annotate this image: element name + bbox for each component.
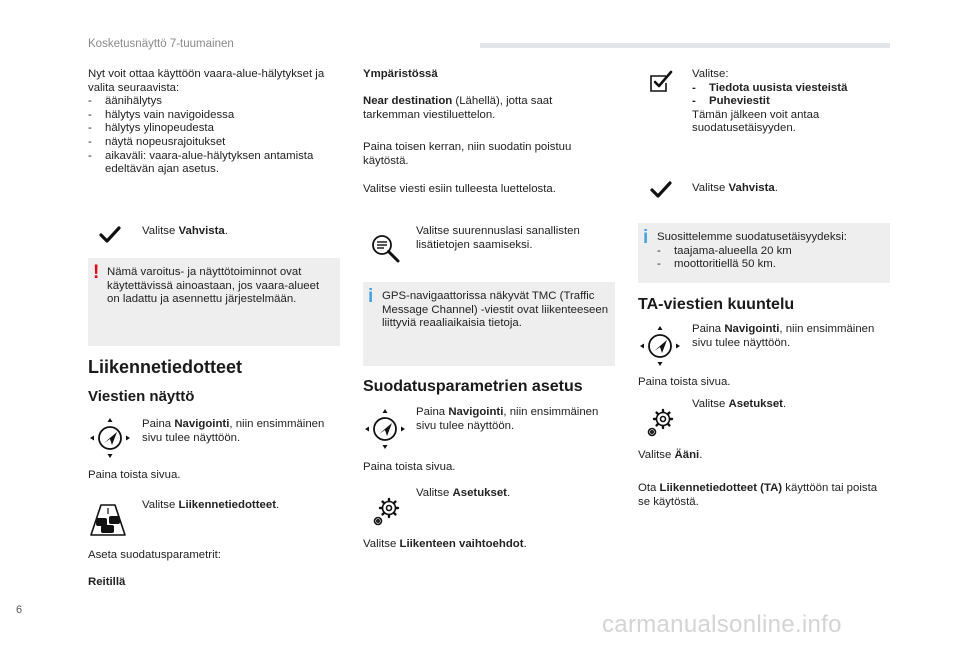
info-box-tmc bbox=[363, 282, 615, 366]
distance-list bbox=[657, 245, 884, 272]
after-choice-text: Tämän jälkeen voit antaa suodatusetäisyyden. bbox=[692, 108, 820, 135]
select-message-text: Valitse viesti esiin tulleesta luettelosta. bbox=[363, 183, 556, 195]
list-item: - Puheviestit bbox=[692, 95, 887, 109]
settings-gear-icon bbox=[372, 497, 402, 527]
confirm-step: Valitse Vahvista. bbox=[692, 182, 778, 194]
warning-box bbox=[88, 258, 340, 346]
choose-label: Valitse: bbox=[692, 68, 729, 80]
ta-label: Liikennetiedotteet (TA) bbox=[659, 482, 783, 494]
intro-block bbox=[88, 68, 344, 177]
info-box-distance bbox=[638, 223, 890, 283]
near-destination-text: Near destination (Lähellä), jotta saat tarkemman viestiluettelon. bbox=[363, 95, 553, 121]
settings-label: Asetukset bbox=[728, 398, 783, 410]
navigation-arrow-icon bbox=[363, 407, 407, 451]
set-filters-text: Aseta suodatusparametrit: bbox=[88, 549, 221, 561]
list-item: - taajama-alueella 20 km bbox=[657, 245, 884, 259]
settings-label: Asetukset bbox=[452, 487, 507, 499]
list-item: - aikaväli: vaara-alue-hälytyksen antamista edeltävän ajan asetus. bbox=[88, 150, 344, 177]
settings-step: Valitse Asetukset. bbox=[692, 398, 787, 410]
magnifier-step: Valitse suurennuslasi sanallisten lisätietojen saamiseksi. bbox=[416, 225, 580, 251]
settings-gear-icon bbox=[646, 408, 676, 438]
sound-label: Ääni bbox=[674, 449, 700, 461]
settings-step: Valitse Asetukset. bbox=[416, 487, 511, 499]
confirm-label: Vahvista bbox=[178, 225, 225, 237]
on-route-label: Reitillä bbox=[88, 576, 126, 588]
traffic-options-step: Valitse Liikenteen vaihtoehdot. bbox=[363, 538, 527, 550]
list-item: - näytä nopeusrajoitukset bbox=[88, 136, 344, 150]
ta-toggle-step: Ota Liikennetiedotteet (TA) käyttöön tai poista se käytöstä. bbox=[638, 482, 878, 508]
list-item: - äänihälytys bbox=[88, 95, 344, 109]
traffic-options-label: Liikenteen vaihtoehdot bbox=[399, 538, 524, 550]
info-icon: i bbox=[368, 286, 374, 307]
confirm-step: Valitse Vahvista. bbox=[142, 225, 228, 237]
checkmark-icon bbox=[650, 181, 672, 199]
section-title-filter-settings: Suodatusparametrien asetus bbox=[363, 378, 583, 395]
nav-step: Paina Navigointi, niin ensimmäinen sivu tulee näyttöön. bbox=[692, 323, 875, 349]
warning-text: Nämä varoitus- ja näyttötoiminnot ovat käytettävissä ainoastaan, jos vaara-alueet on ladattu ja asennettu järjestelmään. bbox=[107, 266, 320, 306]
list-item: - hälytys ylinopeudesta bbox=[88, 122, 344, 136]
running-header: Kosketusnäyttö 7-tuumainen bbox=[88, 38, 234, 50]
nav-step: Paina Navigointi, niin ensimmäinen sivu tulee näyttöön. bbox=[142, 418, 325, 444]
watermark: carmanualsonline.info bbox=[602, 611, 842, 638]
sound-step: Valitse Ääni. bbox=[638, 449, 703, 461]
nav-label: Navigointi bbox=[174, 418, 230, 430]
press-again-text: Paina toisen kerran, niin suodatin poistuu käytöstä. bbox=[363, 141, 572, 167]
around-title: Ympäristössä bbox=[363, 68, 438, 80]
traffic-messages-step: Valitse Liikennetiedotteet. bbox=[142, 499, 280, 511]
traffic-messages-label: Liikennetiedotteet bbox=[178, 499, 276, 511]
sub-title-message-display: Viestien näyttö bbox=[88, 388, 195, 405]
intro-text: Nyt voit ottaa käyttöön vaara-alue-hälytykset ja valita seuraavista: bbox=[88, 68, 325, 94]
choose-block bbox=[692, 68, 887, 136]
alert-options-list bbox=[88, 95, 344, 177]
navigation-arrow-icon bbox=[88, 416, 132, 460]
nav-step: Paina Navigointi, niin ensimmäinen sivu tulee näyttöön. bbox=[416, 406, 599, 432]
navigation-arrow-icon bbox=[638, 324, 682, 368]
section-title-ta: TA-viestien kuuntelu bbox=[638, 296, 795, 313]
nav-label: Navigointi bbox=[724, 323, 780, 335]
page-number: 6 bbox=[16, 604, 23, 616]
nav-label: Navigointi bbox=[448, 406, 504, 418]
choice-list bbox=[692, 82, 887, 109]
page2-step: Paina toista sivua. bbox=[88, 469, 181, 481]
info-text: GPS-navigaattorissa näkyvät TMC (Traffic Message Channel) -viestit ovat liikenteeseen liittyviä reaaliaikaisia tietoja. bbox=[382, 290, 609, 330]
checkbox-check-icon bbox=[648, 70, 674, 94]
info-icon: i bbox=[643, 227, 649, 248]
list-item: - hälytys vain navigoidessa bbox=[88, 109, 344, 123]
magnifier-icon bbox=[369, 232, 403, 264]
page2-step: Paina toista sivua. bbox=[638, 376, 731, 388]
warning-icon: ! bbox=[93, 262, 100, 283]
header-rule bbox=[480, 43, 890, 48]
traffic-cars-icon bbox=[89, 503, 127, 537]
near-destination-label: Near destination bbox=[363, 95, 453, 107]
list-item: - moottoritiellä 50 km. bbox=[657, 258, 884, 272]
page2-step: Paina toista sivua. bbox=[363, 461, 456, 473]
info-text: Suosittelemme suodatusetäisyydeksi: bbox=[657, 231, 847, 243]
list-item: - Tiedota uusista viesteistä bbox=[692, 82, 887, 96]
section-title-traffic: Liikennetiedotteet bbox=[88, 357, 243, 377]
checkmark-icon bbox=[99, 226, 121, 244]
confirm-label: Vahvista bbox=[728, 182, 775, 194]
